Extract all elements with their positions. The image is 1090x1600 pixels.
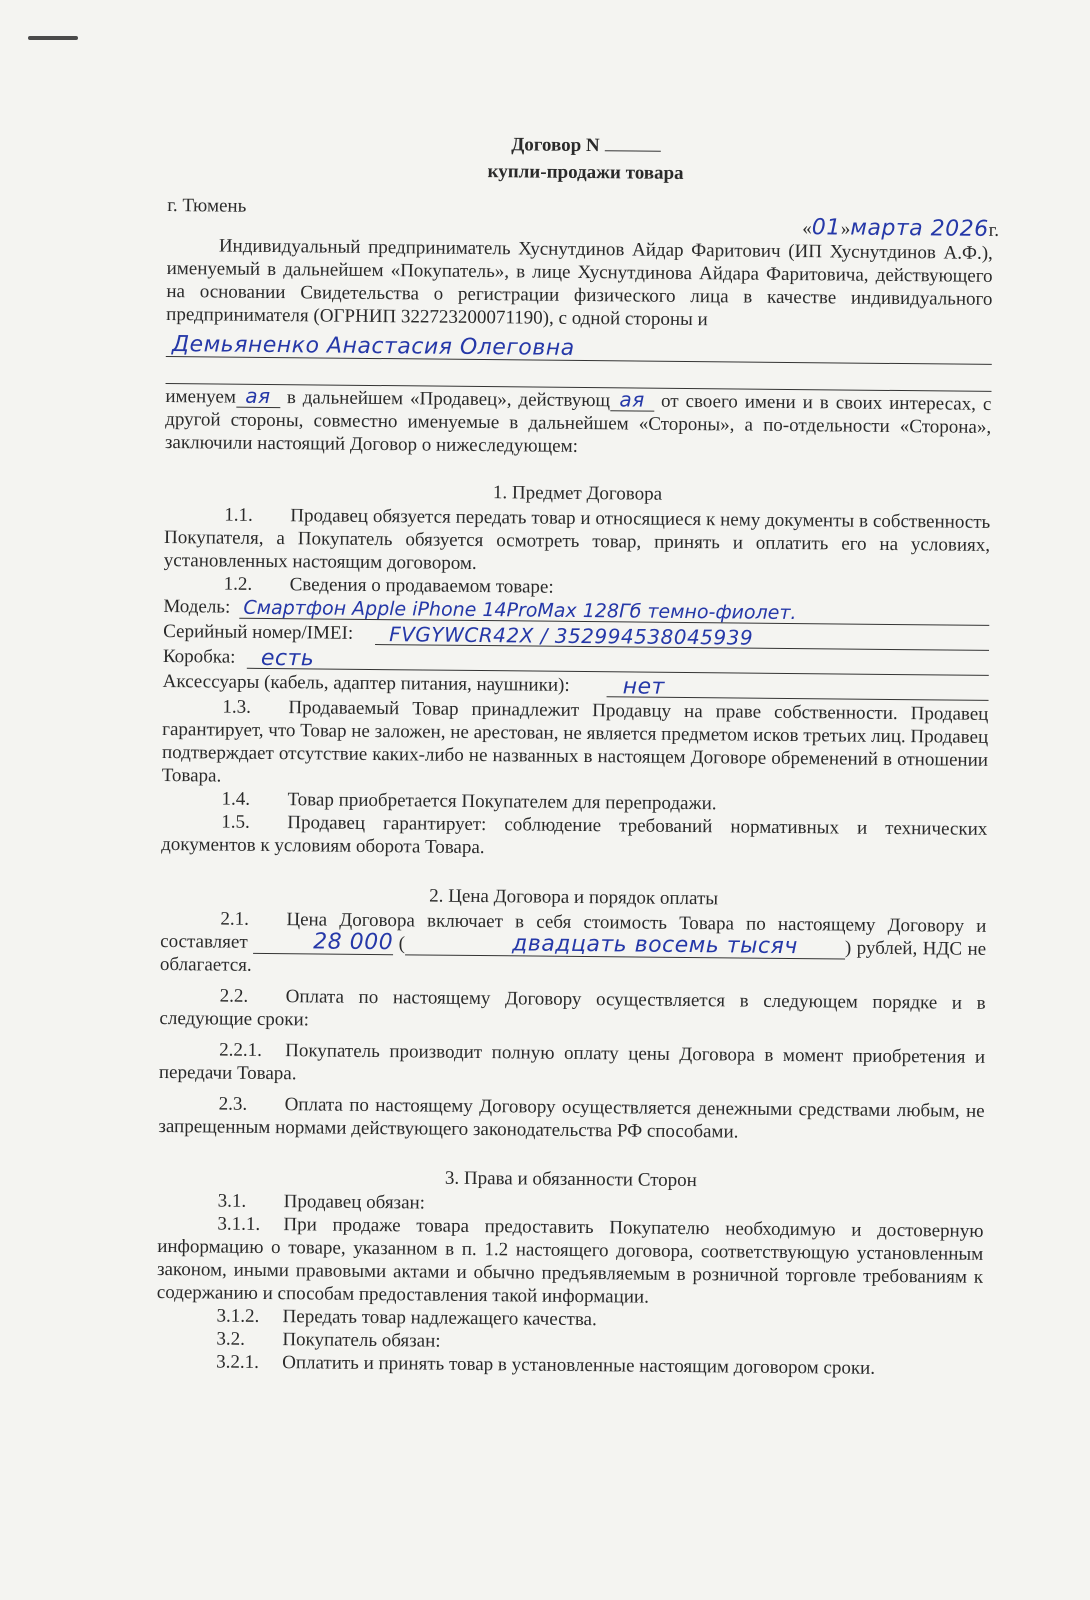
- clause-number: 1.4.: [221, 788, 251, 810]
- clause-2-1: [160, 907, 987, 984]
- clause-text: Продавец гарантирует: соблюдение требований нормативных и технических документов к условиям оборота Товара.: [161, 812, 988, 859]
- clause-number: 1.1.: [224, 504, 253, 526]
- price-open: (: [398, 933, 406, 955]
- serial-label: Серийный номер/IMEI:: [163, 620, 354, 644]
- clause-number: 2.2.: [219, 985, 249, 1007]
- preamble-text: Индивидуальный предприниматель Хуснутдинов Айдар Фаритович (ИП Хуснутдинов А.Ф.), именуемый в дальнейшем «Покупатель», в лице Хуснутдинова Айдара Фаритовича, действующего на основании Свидетельства о регистрации физического лица в качестве индивидуального предпринимателя (ОГРНИП 322723200071190), с одной стороны и: [166, 235, 993, 331]
- date-prefix: «: [802, 218, 812, 240]
- clause-3-1-1: [157, 1212, 984, 1312]
- clause-number: 3.1.: [217, 1190, 247, 1212]
- serial-line: [375, 622, 989, 651]
- clause-1-1: [164, 503, 991, 580]
- price-number: 28 000: [253, 931, 393, 955]
- clause-text: Сведения о продаваемом товаре:: [289, 574, 554, 598]
- clause-text: Оплата по настоящему Договору осуществляется в следующем порядке и в следующие сроки:: [159, 986, 986, 1031]
- date-mid: »: [840, 218, 851, 240]
- clause-number: 2.1.: [220, 908, 250, 930]
- clause-2-2: [159, 984, 985, 1038]
- named-mid: в дальнейшем «Продавец», действующ: [279, 387, 611, 412]
- contract-number-blank: [604, 132, 660, 152]
- preamble-continuation: [165, 384, 992, 462]
- title-text: Договор N: [511, 134, 600, 157]
- accessories-value: нет: [622, 674, 666, 700]
- clause-1-3: [162, 695, 989, 795]
- contract-date: [802, 216, 999, 242]
- date-month-year: марта 2026: [850, 215, 989, 242]
- clause-text: Продавец обязан:: [283, 1191, 426, 1214]
- section-1-heading: 1. Предмет Договора: [492, 482, 663, 505]
- subtitle-text: купли-продажи товара: [487, 161, 684, 184]
- named-ending: ая: [236, 385, 280, 408]
- clause-number: 3.2.1.: [216, 1351, 260, 1373]
- clause-number: 1.3.: [222, 696, 252, 718]
- serial-value: FVGYWCR42X / 352994538045939: [389, 622, 754, 650]
- clause-number: 1.2.: [223, 573, 253, 595]
- section-2-heading: 2. Цена Договора и порядок оплаты: [429, 885, 719, 910]
- clause-number: 2.2.1.: [219, 1039, 263, 1061]
- scan-artifact: [28, 36, 78, 40]
- seller-name: Демьяненко Анастасия Олеговна: [171, 332, 575, 361]
- clause-text: Покупатель обязан:: [282, 1329, 441, 1352]
- city: г. Тюмень: [167, 194, 247, 217]
- clause-2-2-1: [159, 1038, 985, 1092]
- clause-text: Передать товар надлежащего качества.: [282, 1306, 597, 1331]
- price-words: двадцать восемь тысяч: [405, 932, 845, 959]
- clause-text: Цена Договора включает в себя стоимость Товара по настоящему Договору и составляет: [160, 909, 987, 953]
- clause-text: Продаваемый Товар принадлежит Продавцу на праве собственности. Продавец гарантирует, что Товар не заложен, не арестован, не является предметом исков третьих лиц. Продавец подтверждает отсутствие каких-либо не названных в настоящем Договоре обременений в отношении Товара.: [161, 697, 989, 787]
- clause-number: 3.2.: [216, 1328, 245, 1350]
- box-value: есть: [260, 645, 315, 672]
- clause-number: 3.1.2.: [216, 1305, 260, 1327]
- clause-text: Покупатель производит полную оплату цены Договора в момент приобретения и передачи Товара.: [158, 1040, 986, 1085]
- model-label: Модель:: [163, 595, 231, 618]
- box-label: Коробка:: [162, 645, 236, 668]
- contract-document: [156, 128, 1000, 1381]
- model-value: Смартфон Apple iPhone 14ProMax 128Гб темно-фиолет.: [243, 596, 797, 625]
- clause-text: Оплатить и принять товар в установленные настоящим договором сроки.: [282, 1352, 876, 1379]
- vat-note: НДС не облагается.: [159, 938, 987, 976]
- price-close: ) рублей,: [844, 937, 918, 960]
- clause-number: 3.1.1.: [217, 1213, 261, 1235]
- clause-text: Продавец обязуется передать товар и относящиеся к нему документы в собственность Покупателя, а Покупатель обязуется осмотреть товар, принять и оплатить его на условиях, установленных настоящим договором.: [163, 505, 991, 574]
- date-day: 01: [811, 215, 841, 241]
- clause-number: 2.3.: [218, 1093, 248, 1115]
- section-3-heading: 3. Права и обязанности Сторон: [444, 1167, 698, 1192]
- clause-number: 1.5.: [221, 811, 250, 833]
- clause-2-3: [158, 1092, 984, 1146]
- clause-text: Оплата по настоящему Договору осуществляется денежными средствами любым, не запрещенным нормами действующего законодательства РФ способами.: [158, 1094, 985, 1143]
- accessories-label: Аксессуары (кабель, адаптер питания, наушники):: [162, 670, 570, 696]
- preamble-rest: от своего имени и в своих интересах, с другой стороны, совместно именуемые в дальнейшем «Стороны», а по-отдельности «Сторона», заключили настоящий Договор о нижеследующем:: [164, 390, 992, 457]
- date-suffix: г.: [988, 219, 1000, 241]
- named-prefix: именуем: [165, 385, 237, 408]
- document-title: [177, 128, 993, 190]
- clause-text: Товар приобретается Покупателем для перепродажи.: [287, 789, 717, 815]
- place-date-row: [167, 194, 1000, 242]
- clause-text: При продаже товара предоставить Покупателю необходимую и достоверную информацию о товаре, указанном в п. 1.2 настоящего договора, соответствующую установленным законом, иными правовыми актами и обычно предъявляемым в розничной торговле требованиям к содержанию и способам предоставления такой информации.: [156, 1214, 984, 1308]
- clause-1-5: [161, 810, 987, 864]
- acting-ending: ая: [610, 388, 654, 411]
- accessories-line: [607, 674, 989, 701]
